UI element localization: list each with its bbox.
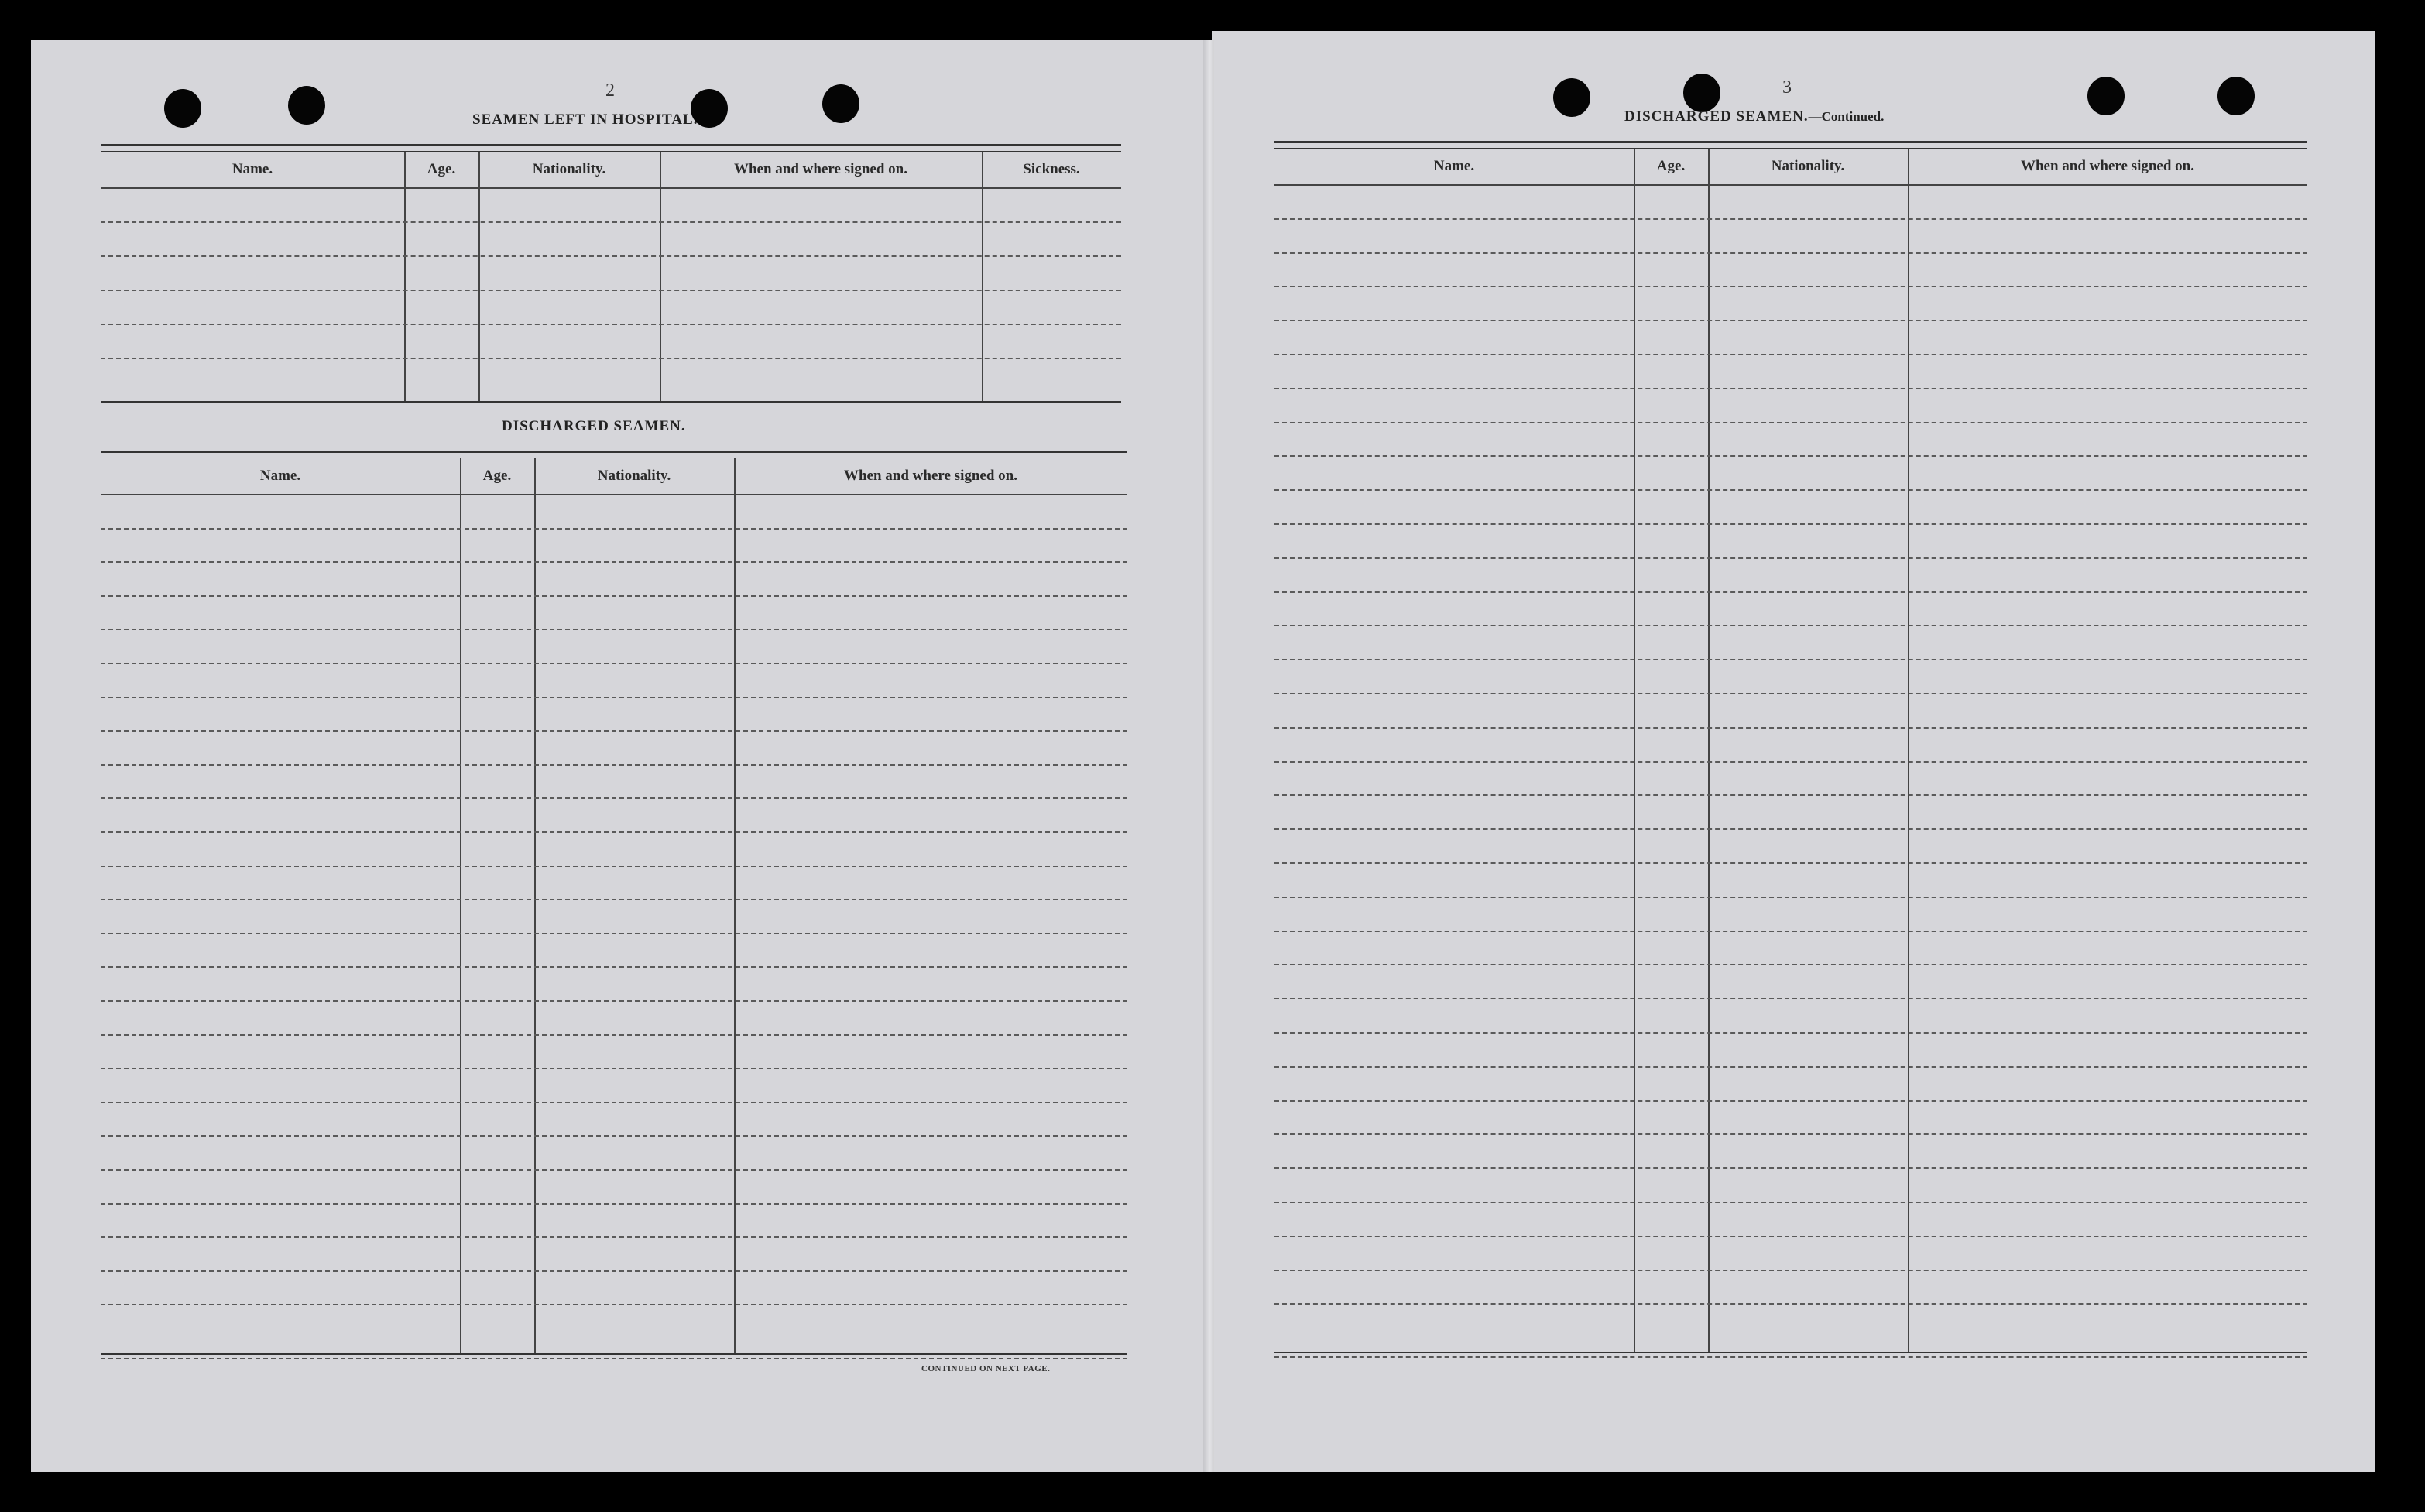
table-row [1274,964,2307,965]
table-row [1274,931,2307,932]
table-row [101,899,1127,900]
table-row [101,1135,1127,1137]
table-bottom-rule-dashed [101,1358,1127,1359]
table-bottom-rule-dashed [1274,1356,2307,1358]
punch-hole [288,86,325,125]
column-divider [460,458,461,1355]
table-top-rule [1274,141,2307,149]
column-divider [1908,149,1909,1353]
table-row [101,528,1127,530]
right-page-title-main: DISCHARGED SEAMEN. [1624,108,1809,125]
table-row [101,663,1127,664]
table-row [1274,320,2307,321]
column-header-when-and-where-signed-on: When and where signed on. [733,161,907,177]
punch-hole [164,89,201,128]
table-row [101,933,1127,934]
table-row [101,255,1121,257]
table-row [1274,1167,2307,1169]
table-header-rule [101,187,1121,189]
page-number-left: 2 [605,81,615,101]
right-page-title-suffix: —Continued. [1808,109,1885,124]
punch-hole [2087,77,2125,115]
table-row [1274,252,2307,254]
table-row [101,1068,1127,1069]
column-header-nationality: Nationality. [597,468,671,484]
column-header-name: Name. [1433,158,1475,174]
table-row [1274,455,2307,457]
table-row [101,797,1127,799]
column-divider [660,152,661,403]
hospital-table [101,144,1121,403]
discharged-table [101,451,1127,1355]
table-row [1274,659,2307,660]
column-header-when-and-where-signed-on: When and where signed on. [2020,158,2194,174]
table-bottom-rule [1274,1352,2307,1353]
table-row [101,629,1127,630]
punch-hole [1553,78,1590,117]
table-row [1274,1236,2307,1237]
page-number-right: 3 [1782,77,1792,98]
column-divider [534,458,536,1355]
column-divider [1634,149,1635,1353]
table-row [1274,523,2307,525]
table-row [1274,828,2307,830]
table-row [1274,591,2307,593]
hospital-section-title: SEAMEN LEFT IN HOSPITAL. [472,111,698,128]
column-divider [734,458,736,1355]
table-row [1274,897,2307,898]
punch-hole [2217,77,2255,115]
right-page-title [1624,108,1884,125]
column-header-age: Age. [1656,158,1686,174]
table-row [101,1236,1127,1238]
table-row [101,966,1127,968]
table-row [1274,862,2307,864]
table-row [1274,286,2307,287]
table-top-rule [101,144,1121,152]
table-row [101,730,1127,732]
punch-hole [822,84,859,123]
table-row [101,1169,1127,1171]
table-row [1274,1032,2307,1034]
table-row [101,290,1121,291]
table-header-rule [1274,184,2307,186]
punch-hole [1683,74,1720,112]
table-row [1274,218,2307,220]
column-header-when-and-where-signed-on: When and where signed on. [843,468,1017,484]
table-row [1274,998,2307,999]
table-row [101,1203,1127,1205]
column-header-age: Age. [427,161,456,177]
table-row [101,1034,1127,1036]
table-row [101,1000,1127,1002]
table-row [101,324,1121,325]
discharged-section-title: DISCHARGED SEAMEN. [502,418,686,434]
table-row [101,866,1127,867]
table-row [101,561,1127,563]
table-row [1274,388,2307,389]
table-row [1274,625,2307,626]
table-row [1274,727,2307,729]
table-row [1274,693,2307,694]
table-header-rule [101,494,1127,495]
column-header-sickness: Sickness. [1023,161,1080,177]
table-row [1274,354,2307,355]
table-row [101,1102,1127,1103]
column-header-nationality: Nationality. [1771,158,1845,174]
table-top-rule [101,451,1127,458]
table-row [1274,489,2307,491]
table-row [1274,422,2307,423]
table-row [101,595,1127,597]
table-row [1274,1202,2307,1203]
table-row [101,221,1121,223]
column-divider [982,152,983,403]
discharged-continued-table [1274,141,2307,1353]
table-row [1274,1270,2307,1271]
column-divider [404,152,406,403]
column-divider [1708,149,1710,1353]
table-row [101,831,1127,833]
table-row [1274,1303,2307,1305]
column-divider [478,152,480,403]
table-row [1274,761,2307,763]
table-row [1274,557,2307,559]
column-header-age: Age. [482,468,512,484]
table-row [1274,1100,2307,1102]
column-header-nationality: Nationality. [532,161,606,177]
continued-note: CONTINUED ON NEXT PAGE. [921,1364,1051,1373]
column-header-name: Name. [232,161,273,177]
table-row [101,697,1127,698]
page-fold [1203,40,1214,1472]
table-row [1274,1133,2307,1135]
table-row [101,764,1127,766]
column-header-name: Name. [259,468,301,484]
table-row [1274,1066,2307,1068]
table-row [101,1304,1127,1305]
table-bottom-rule [101,401,1121,403]
table-row [101,358,1121,359]
table-row [1274,794,2307,796]
table-row [101,1270,1127,1272]
table-bottom-rule [101,1353,1127,1355]
